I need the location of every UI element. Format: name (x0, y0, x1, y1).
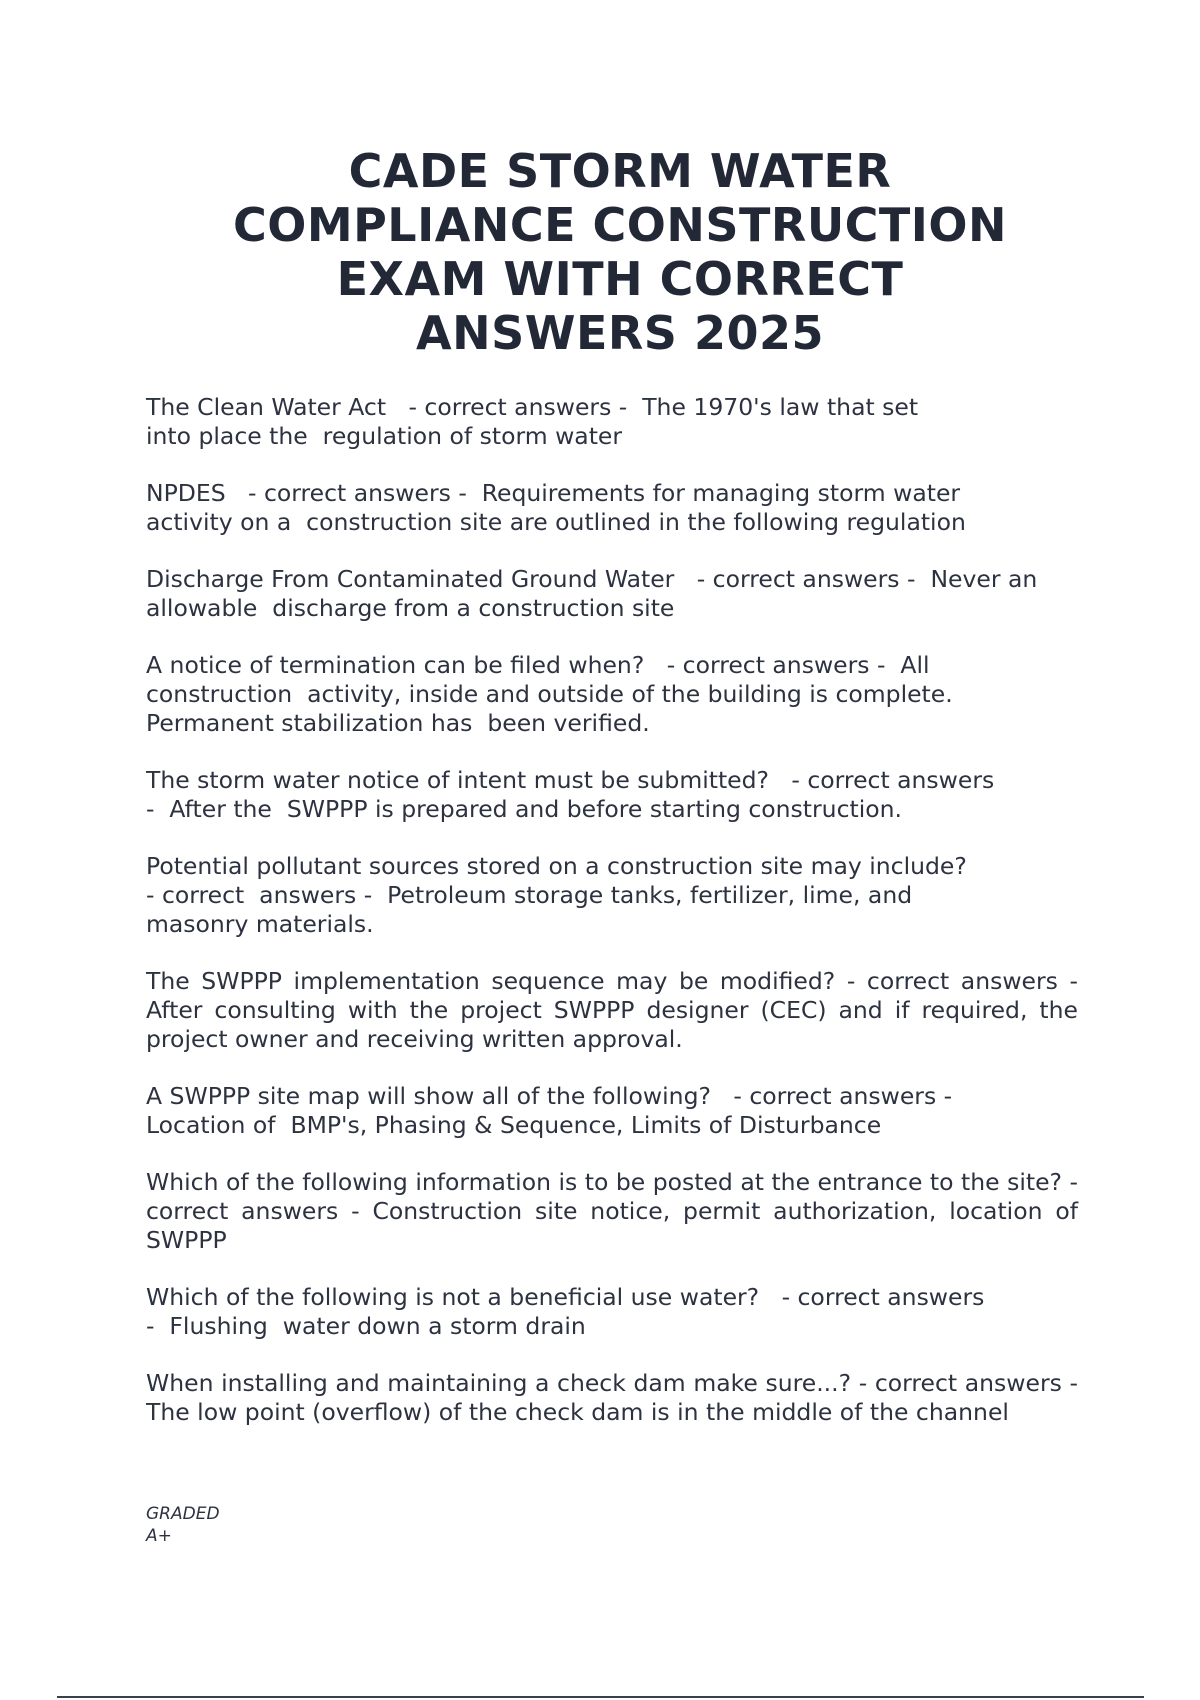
qa-item: The SWPPP implementation sequence may be modified? - correct answers - After consulting with the project SWPPP designer (CEC) and if required, the project owner and receiving written approval. (146, 967, 1078, 1053)
qa-item: Discharge From Contaminated Ground Water - correct answers - Never an allowable discharge from a construction site (146, 565, 1038, 622)
document-title: CADE STORM WATER COMPLIANCE CONSTRUCTION EXAM WITH CORRECT ANSWERS 2025 (232, 144, 1008, 360)
qa-item: Potential pollutant sources stored on a construction site may include? - correct answers - Petroleum storage tanks, fertilizer, lime, and masonry materials. (146, 852, 967, 938)
qa-item: NPDES - correct answers - Requirements for managing storm water activity on a construction site are outlined in the following regulation (146, 479, 966, 536)
qa-item: When installing and maintaining a check dam make sure...? - correct answers - The low point (overflow) of the check dam is in the middle of the channel (146, 1369, 1078, 1426)
qa-item: A notice of termination can be filed when? - correct answers - All construction activity, inside and outside of the building is complete. Permanent stabilization has been verified. (146, 651, 953, 737)
qa-item: Which of the following is not a beneficial use water? - correct answers - Flushing water down a storm drain (146, 1283, 985, 1340)
qa-item: The Clean Water Act - correct answers - The 1970's law that set into place the regulation of storm water (146, 393, 919, 450)
footer-divider (57, 1696, 1144, 1698)
qa-item: The storm water notice of intent must be submitted? - correct answers - After the SWPPP is prepared and before starting construction. (146, 766, 995, 823)
grade-label: GRADED A+ (146, 1504, 220, 1546)
qa-item: A SWPPP site map will show all of the following? - correct answers - Location of BMP's, Phasing & Sequence, Limits of Disturbance (146, 1082, 953, 1139)
qa-item: Which of the following information is to be posted at the entrance to the site? - correct answers - Construction site notice, permit authorization, location of SWPPP (146, 1168, 1078, 1254)
question-list (146, 393, 1078, 1455)
